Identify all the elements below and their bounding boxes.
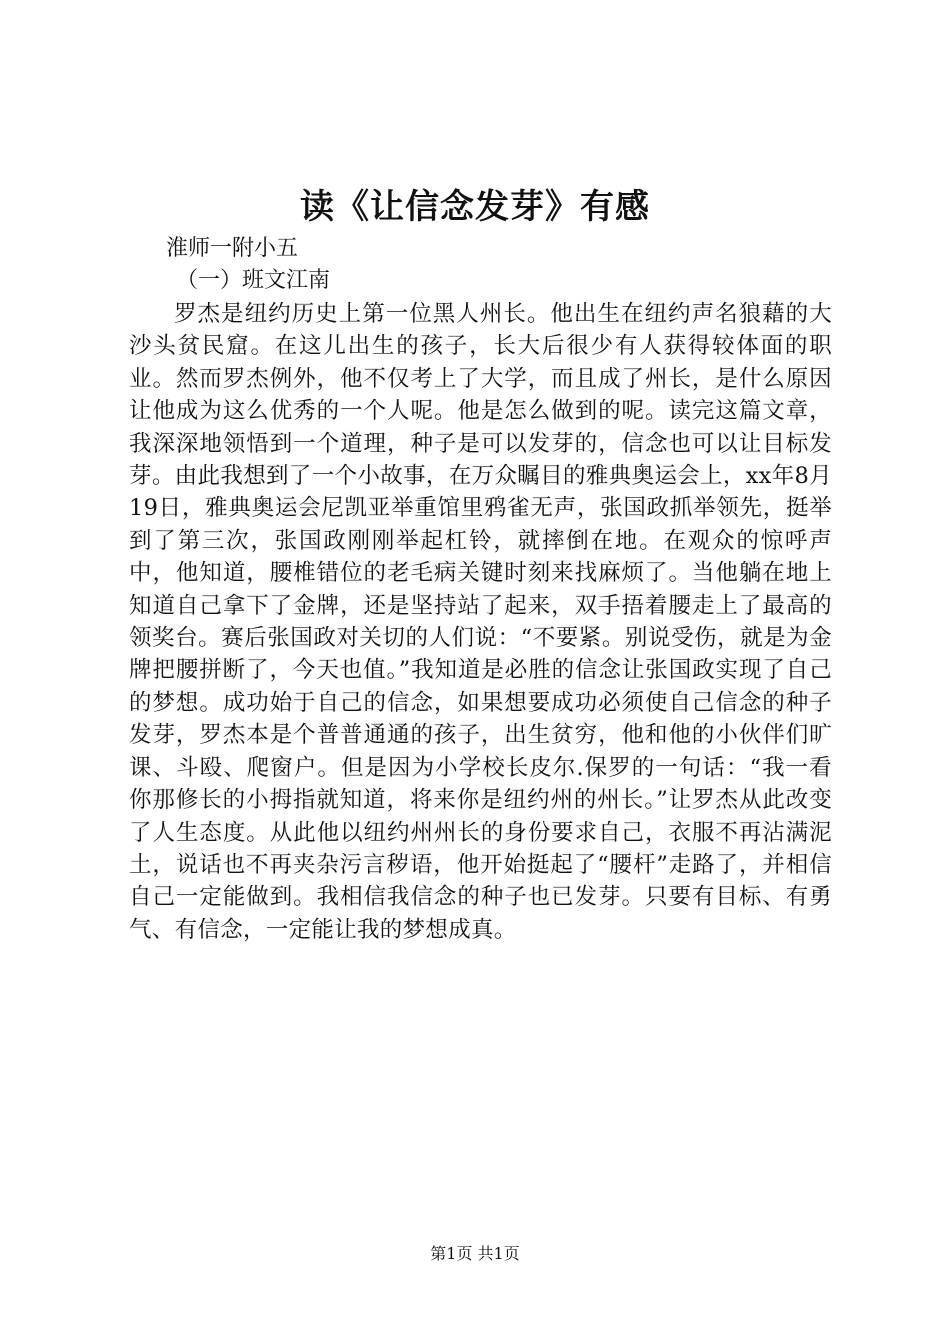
body-paragraph: 罗杰是纽约历史上第一位黑人州长。他出生在纽约声名狼藉的大沙头贫民窟。在这儿出生的孩子，长大后很少有人获得较体面的职业。然而罗杰例外，他不仅考上了大学，而且成了州长，是什么原因让他成为这么优秀的一个人呢。他是怎么做到的呢。读完这篇文章，我深深地领悟到一个道理，种子是可以发芽的，信念也可以让目标发芽。由此我想到了一个小故事，在万众瞩目的雅典奥运会上，xx年8月19日，雅典奥运会尼凯亚举重馆里鸦雀无声，张国政抓举领先，挺举到了第三次，张国政刚刚举起杠铃，就摔倒在地。在观众的惊呼声中，他知道，腰椎错位的老毛病关键时刻来找麻烦了。当他躺在地上知道自己拿下了金牌，还是坚持站了起来，双手捂着腰走上了最高的领奖台。赛后张国政对关切的人们说：“不要紧。别说受伤，就是为金牌把腰拼断了，今天也值。”我知道是必胜的信念让张国政实现了自己的梦想。成功始于自己的信念，如果想要成功必须使自己信念的种子发芽，罗杰本是个普普通通的孩子，出生贫穷，他和他的小伙伴们旷课、斗殴、爬窗户。但是因为小学校长皮尔.保罗的一句话：“我一看你那修长的小拇指就知道，将来你是纽约州的州长。”让罗杰从此改变了人生态度。从此他以纽约州州长的身份要求自己，衣服不再沾满泥土，说话也不再夹杂污言秽语，他开始挺起了“腰杆”走路了，并相信自己一定能做到。我相信我信念的种子也已发芽。只要有目标、有勇气、有信念，一定能让我的梦想成真。	[129, 301, 832, 943]
author-school: 淮师一附小五	[166, 236, 299, 261]
page-footer: 第1页 共1页	[430, 1244, 520, 1263]
document-title: 读《让信念发芽》有感	[300, 187, 650, 227]
author-block	[166, 233, 330, 297]
author-class: （一）班文江南	[176, 268, 331, 293]
